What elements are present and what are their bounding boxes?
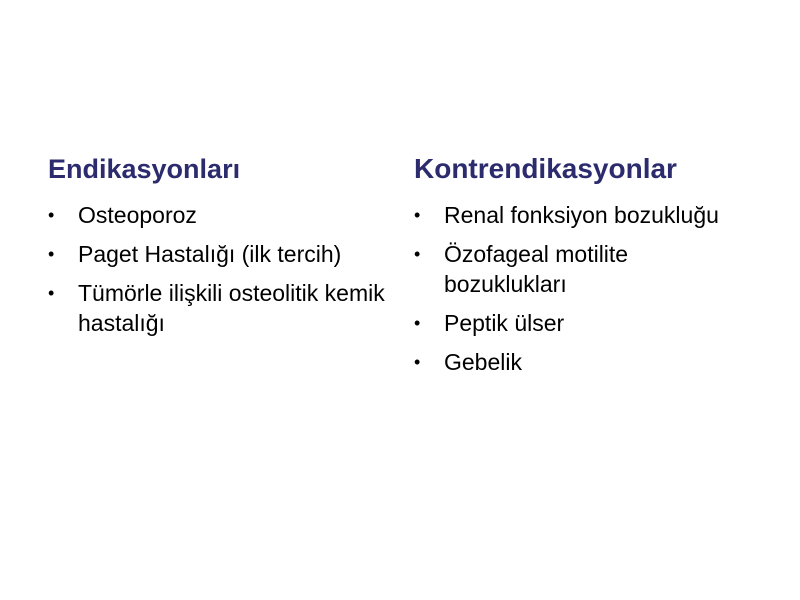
contraindications-column — [414, 150, 754, 386]
list-item — [414, 239, 754, 299]
list-item-text: Renal fonksiyon bozukluğu — [444, 202, 719, 228]
list-item-text: Tümörle ilişkili osteolitik kemik hastalığı — [78, 280, 385, 336]
indications-column — [48, 150, 398, 347]
list-item-text: Gebelik — [444, 349, 522, 375]
bullet-icon: • — [414, 352, 421, 372]
list-item — [48, 239, 398, 269]
contraindications-heading: Kontrendikasyonlar — [414, 153, 677, 184]
list-item — [414, 200, 754, 230]
list-item-text: Özofageal motilite bozuklukları — [444, 241, 629, 297]
list-item-text: Peptik ülser — [444, 310, 565, 336]
bullet-icon: • — [48, 244, 55, 264]
list-item — [48, 200, 398, 230]
list-item — [414, 308, 754, 338]
list-item — [414, 347, 754, 377]
bullet-icon: • — [414, 244, 421, 264]
bullet-icon: • — [48, 205, 55, 225]
bullet-icon: • — [414, 205, 421, 225]
contraindications-list — [414, 200, 754, 377]
indications-heading: Endikasyonları — [48, 154, 241, 184]
list-item-text: Paget Hastalığı (ilk tercih) — [78, 241, 342, 267]
bullet-icon: • — [414, 313, 421, 333]
list-item — [48, 278, 398, 338]
list-item-text: Osteoporoz — [78, 202, 197, 228]
bullet-icon: • — [48, 283, 55, 303]
indications-list — [48, 200, 398, 338]
